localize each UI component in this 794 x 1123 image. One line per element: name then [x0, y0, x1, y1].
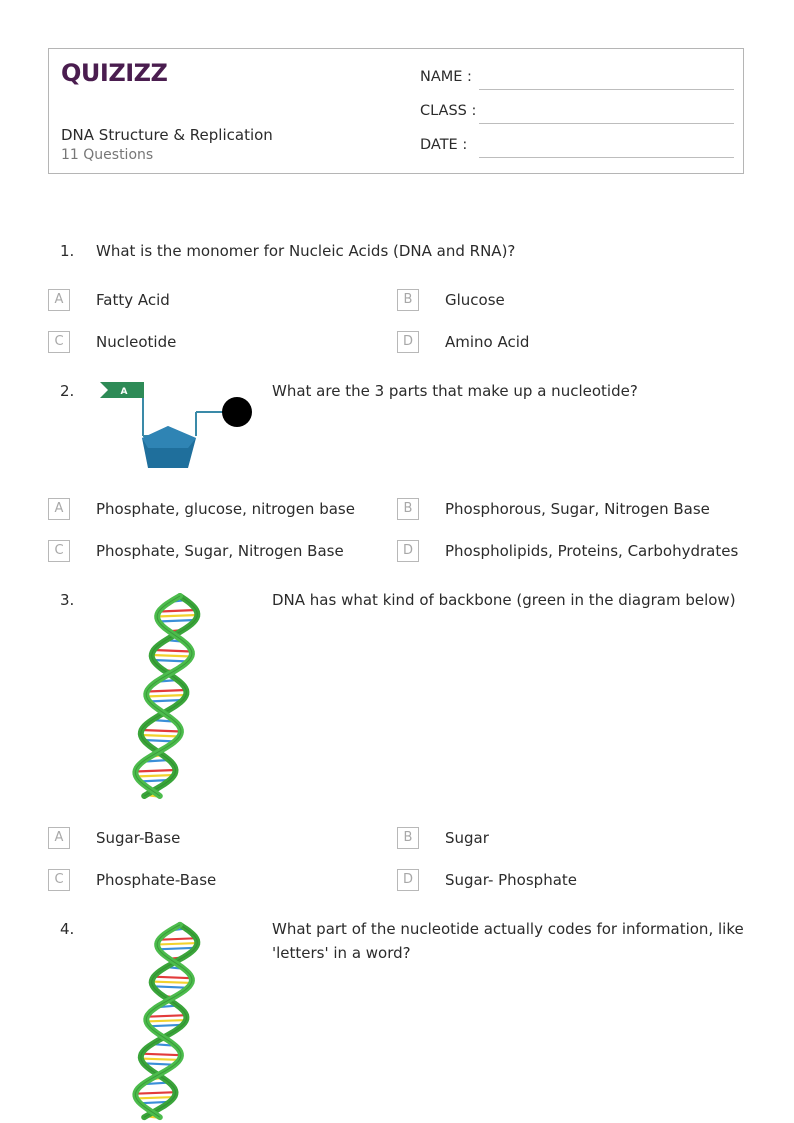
- q2-option-c-text: Phosphate, Sugar, Nitrogen Base: [96, 542, 344, 560]
- base-pair-rung: [148, 1015, 186, 1016]
- q3-option-c-box[interactable]: C: [48, 869, 70, 891]
- base-pair-rung: [158, 620, 195, 622]
- q2-option-b-text: Phosphorous, Sugar, Nitrogen Base: [445, 500, 710, 518]
- q2-option-c-box[interactable]: C: [48, 540, 70, 562]
- q2-option-a-text: Phosphate, glucose, nitrogen base: [96, 500, 355, 518]
- worksheet-header: [48, 48, 744, 174]
- q1-option-d-text: Amino Acid: [445, 333, 530, 351]
- date-label: DATE :: [420, 137, 468, 153]
- question-1-text: What is the monomer for Nucleic Acids (DNA and RNA)?: [96, 242, 516, 260]
- q3-option-c-text: Phosphate-Base: [96, 871, 217, 889]
- base-pair-rung: [141, 1059, 180, 1060]
- class-line[interactable]: [479, 123, 734, 124]
- base-pair-rung: [136, 1097, 174, 1098]
- base-pair-rung: [152, 982, 192, 983]
- name-line[interactable]: [479, 89, 734, 90]
- q1-option-d-box[interactable]: D: [397, 331, 419, 353]
- phosphate-circle: [222, 397, 252, 427]
- question-4-text-line-2: 'letters' in a word?: [272, 944, 411, 962]
- q1-option-a-box[interactable]: A: [48, 289, 70, 311]
- worksheet-title: DNA Structure & Replication: [61, 126, 273, 144]
- base-pair-rung: [148, 690, 186, 692]
- question-4-text-line-1: What part of the nucleotide actually codes for information, like: [272, 920, 744, 938]
- q3-option-a-box[interactable]: A: [48, 827, 70, 849]
- question-4-number: 4.: [60, 920, 75, 938]
- base-pair-rung: [136, 775, 174, 777]
- base-pair-rung: [139, 765, 174, 767]
- base-pair-rung: [154, 977, 191, 978]
- base-pair-rung: [160, 938, 196, 939]
- nitrogen-base-label: A: [120, 387, 128, 397]
- dna-helix-image-2: [126, 919, 226, 1123]
- question-2-text: What are the 3 parts that make up a nucleotide?: [272, 382, 638, 400]
- q2-option-a-box[interactable]: A: [48, 498, 70, 520]
- q1-option-b-text: Glucose: [445, 291, 505, 309]
- q1-option-c-text: Nucleotide: [96, 333, 177, 351]
- base-pair-rung: [152, 685, 183, 687]
- date-line[interactable]: [479, 157, 734, 158]
- base-pair-rung: [141, 735, 180, 737]
- q3-option-b-box[interactable]: B: [397, 827, 419, 849]
- base-pair-rung: [145, 725, 178, 727]
- q3-option-b-text: Sugar: [445, 829, 489, 847]
- dna-helix-image: [126, 590, 226, 802]
- question-1-number: 1.: [60, 242, 75, 260]
- base-pair-rung: [154, 650, 191, 652]
- question-3-number: 3.: [60, 591, 75, 609]
- base-pair-rung: [142, 730, 181, 732]
- q3-option-a-text: Sugar-Base: [96, 829, 181, 847]
- base-pair-rung: [157, 615, 197, 617]
- quizizz-logo: QUIZIZZ: [61, 59, 168, 87]
- question-count: 11 Questions: [61, 147, 154, 163]
- question-3-text: DNA has what kind of backbone (green in the diagram below): [272, 591, 736, 609]
- base-pair-rung: [136, 770, 176, 772]
- base-pair-rung: [157, 943, 197, 944]
- q1-option-c-box[interactable]: C: [48, 331, 70, 353]
- q3-option-d-box[interactable]: D: [397, 869, 419, 891]
- q1-option-a-text: Fatty Acid: [96, 291, 170, 309]
- base-pair-rung: [152, 1010, 183, 1011]
- base-pair-rung: [145, 1049, 178, 1050]
- q3-option-d-text: Sugar- Phosphate: [445, 871, 578, 889]
- base-pair-rung: [146, 1020, 186, 1021]
- q1-option-b-box[interactable]: B: [397, 289, 419, 311]
- question-2-number: 2.: [60, 382, 75, 400]
- base-pair-rung: [152, 655, 192, 657]
- base-pair-rung: [158, 948, 195, 949]
- name-label: NAME :: [420, 69, 472, 85]
- q2-option-b-box[interactable]: B: [397, 498, 419, 520]
- nucleotide-diagram: [96, 376, 258, 472]
- base-pair-rung: [160, 610, 196, 612]
- class-label: CLASS :: [420, 103, 477, 119]
- base-pair-rung: [146, 695, 186, 697]
- base-pair-rung: [139, 1087, 174, 1088]
- base-pair-rung: [136, 1092, 176, 1093]
- base-pair-rung: [142, 1054, 181, 1055]
- q2-option-d-text: Phospholipids, Proteins, Carbohydrates: [445, 542, 739, 560]
- q2-option-d-box[interactable]: D: [397, 540, 419, 562]
